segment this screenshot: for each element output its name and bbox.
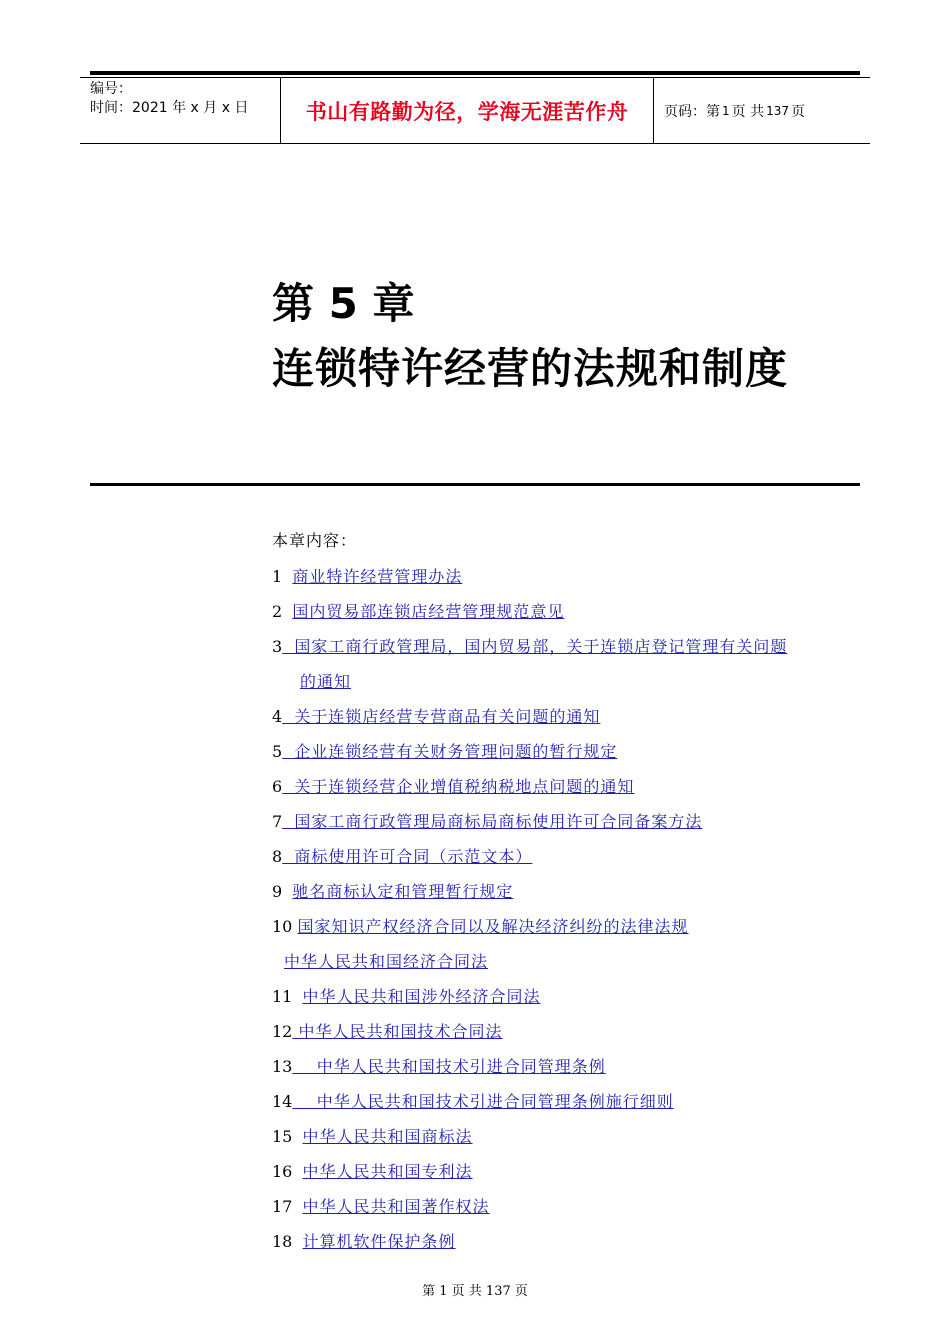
- toc-item: [272, 629, 872, 664]
- toc-item: [272, 1224, 872, 1259]
- page-suffix: 页: [791, 103, 805, 120]
- page-footer: 第 1 页 共 137 页: [422, 1284, 528, 1299]
- toc-item: [272, 1119, 872, 1154]
- toc-item: [272, 1154, 872, 1189]
- header-meta: [80, 78, 281, 143]
- toc-item: [272, 979, 872, 1014]
- toc-item-number: 3: [272, 637, 283, 656]
- toc-item-number: 15: [272, 1127, 303, 1146]
- toc-link[interactable]: 中华人民共和国著作权法: [302, 1197, 490, 1216]
- toc-item-number: 16: [272, 1162, 303, 1181]
- section-divider: [90, 483, 860, 486]
- toc-item-number: 13: [272, 1057, 293, 1076]
- toc-item: [272, 804, 872, 839]
- toc-link[interactable]: 商业特许经营管理办法: [292, 567, 463, 586]
- toc-link[interactable]: 国内贸易部连锁店经营管理规范意见: [292, 602, 565, 621]
- toc-item-number: 6: [272, 777, 283, 796]
- toc-item-number: 12: [272, 1022, 293, 1041]
- toc-link[interactable]: 国家工商行政管理局，国内贸易部，关于连锁店登记管理有关问题: [282, 637, 788, 656]
- page-mid: 页 共: [731, 103, 765, 120]
- toc-item-number: 18: [272, 1232, 303, 1251]
- toc-item-number: 2: [272, 602, 293, 621]
- toc-item: [272, 769, 872, 804]
- toc-link[interactable]: 关于连锁经营企业增值税纳税地点问题的通知: [282, 777, 635, 796]
- header-table: [80, 77, 870, 144]
- toc-item-number: 5: [272, 742, 283, 761]
- toc-link[interactable]: 中华人民共和国专利法: [302, 1162, 473, 1181]
- toc-item-number: 17: [272, 1197, 303, 1216]
- toc-link[interactable]: 国家知识产权经济合同以及解决经济纠纷的法律法规: [297, 917, 689, 936]
- toc-item-number: 8: [272, 847, 283, 866]
- toc-item: [272, 839, 872, 874]
- toc-item: [272, 874, 872, 909]
- toc-link[interactable]: 驰名商标认定和管理暂行规定: [292, 882, 514, 901]
- toc-item: [272, 944, 872, 979]
- toc-item: [272, 559, 872, 594]
- contents-heading: 本章内容：: [272, 531, 358, 550]
- toc-item: [272, 909, 872, 944]
- toc-item: [272, 1014, 872, 1049]
- toc-item-number: 10: [272, 917, 298, 936]
- toc-item-number: 4: [272, 707, 283, 726]
- page-total: 137: [766, 103, 789, 118]
- toc-item: [272, 1189, 872, 1224]
- toc-item-number: 14: [272, 1092, 293, 1111]
- chapter-number: 第 5 章: [272, 279, 415, 328]
- header-motto: 书山有路勤为径，学海无涯苦作舟: [281, 78, 654, 143]
- top-rule: [90, 71, 860, 75]
- toc-link[interactable]: 关于连锁店经营专营商品有关问题的通知: [282, 707, 601, 726]
- toc-link[interactable]: 中华人民共和国经济合同法: [284, 952, 489, 971]
- toc-link[interactable]: 国家工商行政管理局商标局商标使用许可合同备案方法: [282, 812, 703, 831]
- header-page-info: [654, 78, 870, 143]
- toc-link[interactable]: 企业连锁经营有关财务管理问题的暂行规定: [282, 742, 618, 761]
- page-prefix: 页码：第: [664, 103, 720, 120]
- toc-item-number: 11: [272, 987, 303, 1006]
- doc-id-label: 编号：: [90, 81, 132, 97]
- toc-link[interactable]: 中华人民共和国技术引进合同管理条例施行细则: [292, 1092, 674, 1111]
- toc-item-number: 1: [272, 567, 293, 586]
- toc-item: [272, 734, 872, 769]
- toc-link[interactable]: 商标使用许可合同（示范文本）: [282, 847, 533, 866]
- toc-link[interactable]: 中华人民共和国技术引进合同管理条例: [292, 1057, 606, 1076]
- toc-link-continuation[interactable]: 的通知: [300, 672, 352, 691]
- table-of-contents: [272, 559, 872, 1259]
- toc-item: [272, 1049, 872, 1084]
- toc-link[interactable]: 计算机软件保护条例: [302, 1232, 456, 1251]
- toc-link[interactable]: 中华人民共和国技术合同法: [292, 1022, 503, 1041]
- toc-link[interactable]: 中华人民共和国商标法: [302, 1127, 473, 1146]
- doc-time-label: 时间：2021 年 x 月 x 日: [90, 100, 249, 116]
- toc-item: [272, 1084, 872, 1119]
- page-number: 1: [722, 103, 730, 118]
- toc-item-continuation: [272, 664, 872, 699]
- toc-item: [272, 699, 872, 734]
- toc-link[interactable]: 中华人民共和国涉外经济合同法: [302, 987, 541, 1006]
- toc-item-number: 9: [272, 882, 293, 901]
- toc-item: [272, 594, 872, 629]
- toc-item-number: 7: [272, 812, 283, 831]
- chapter-title: 连锁特许经营的法规和制度: [272, 344, 789, 393]
